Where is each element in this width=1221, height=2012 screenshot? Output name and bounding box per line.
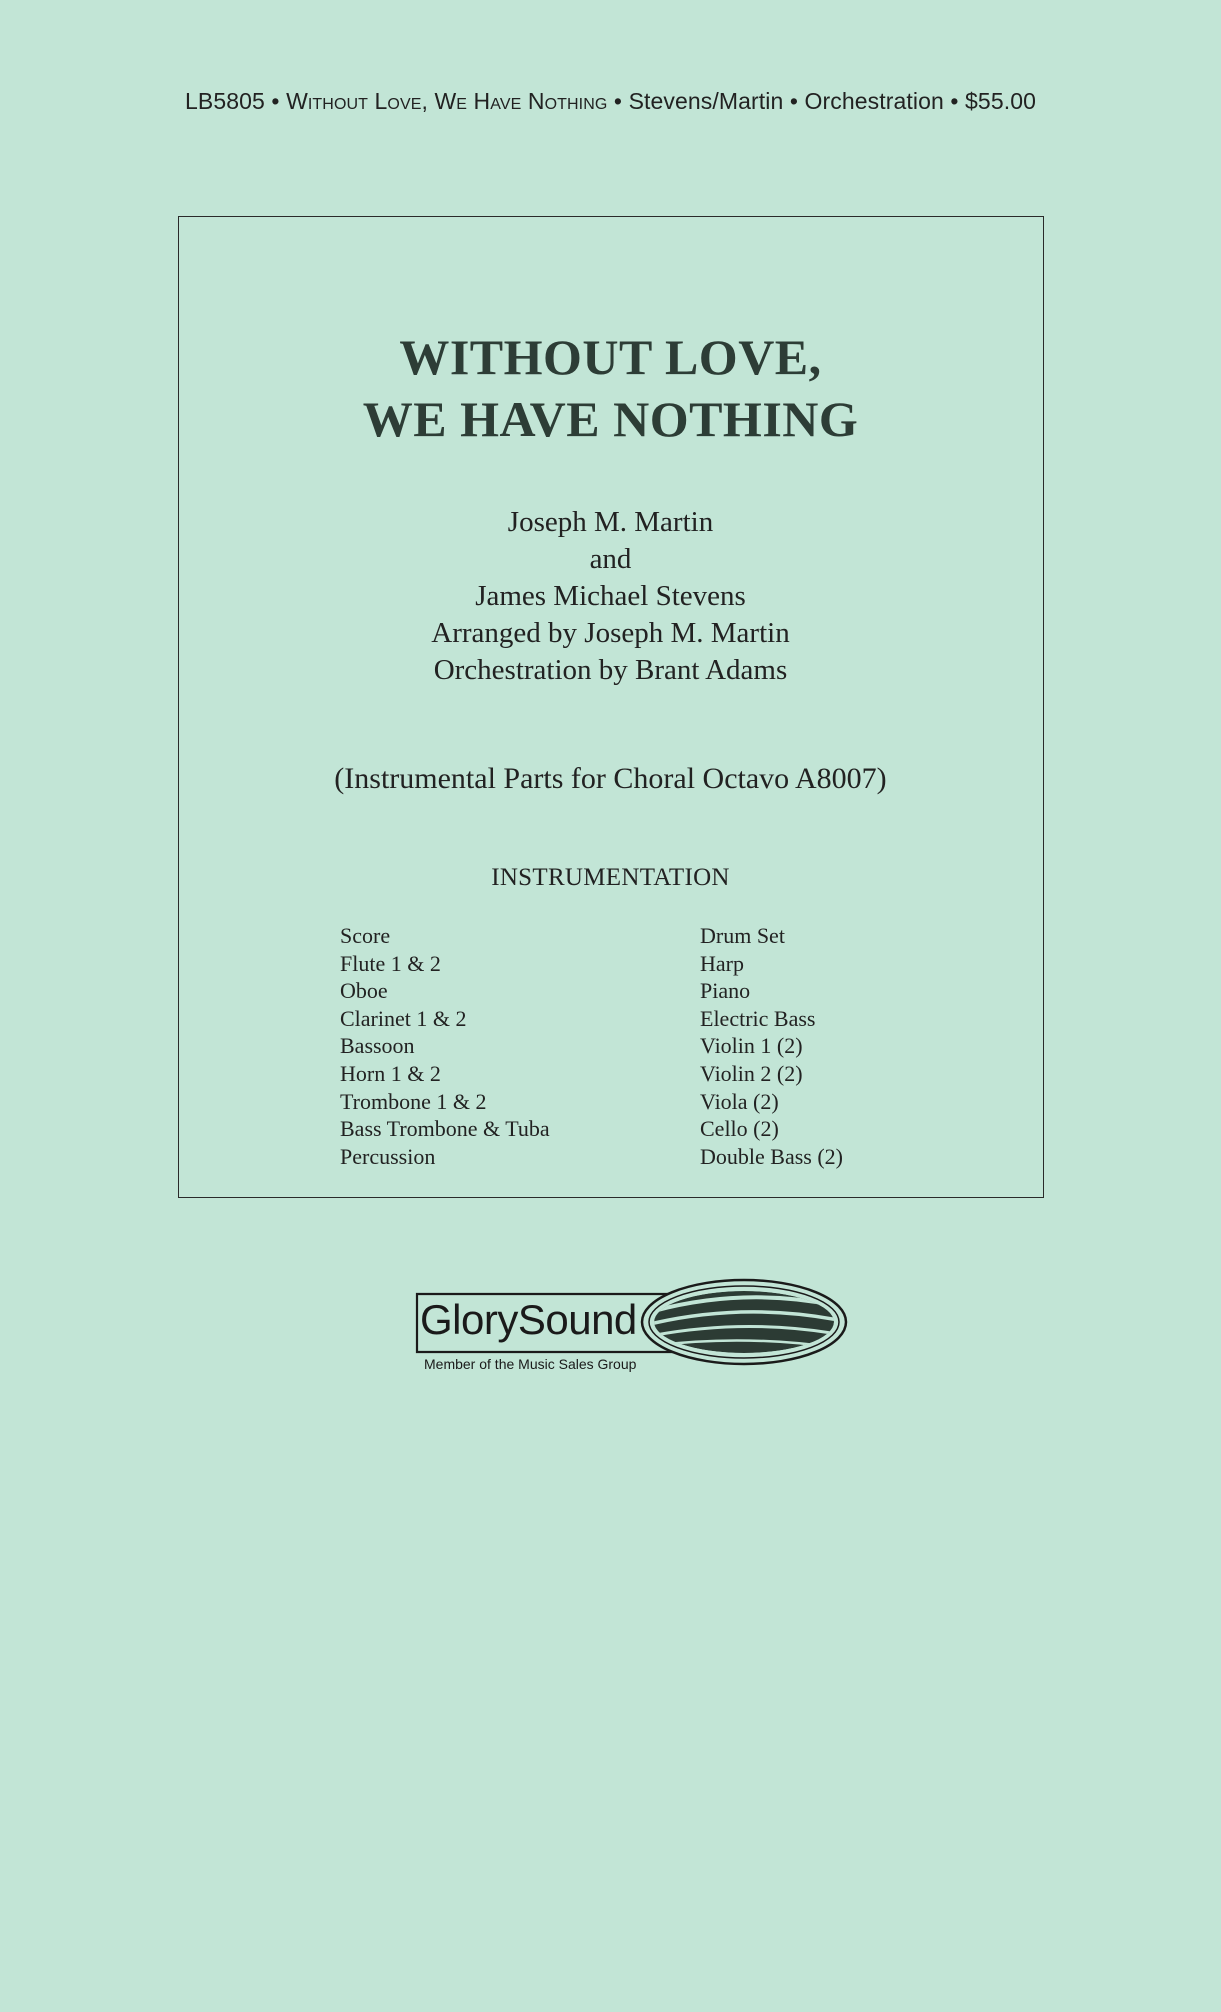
instrument-item: Violin 1 (2) (700, 1033, 803, 1059)
instrument-item: Bassoon (340, 1033, 415, 1059)
header-title: Without Love, We Have Nothing (286, 88, 608, 114)
instrument-item: Flute 1 & 2 (340, 950, 441, 976)
credit-line: Orchestration by Brant Adams (433, 654, 788, 686)
credits (0, 504, 1221, 689)
credit-line: James Michael Stevens (475, 580, 746, 612)
header-composers: Stevens/Martin (628, 88, 784, 114)
price: $55.00 (965, 88, 1036, 114)
separator: • (613, 88, 623, 114)
instrument-item: Drum Set (700, 923, 785, 948)
separator: • (950, 88, 959, 114)
instrument-list-right (700, 922, 843, 1170)
instrument-item: Trombone 1 & 2 (340, 1088, 487, 1114)
credit-line: Joseph M. Martin (507, 506, 714, 538)
instrument-item: Horn 1 & 2 (340, 1060, 441, 1086)
credit-line: and (589, 543, 632, 575)
header-line (0, 88, 1221, 115)
instrument-item: Percussion (340, 1143, 436, 1169)
instrument-item: Bass Trombone & Tuba (340, 1116, 550, 1142)
logo-name: GlorySound (420, 1296, 637, 1343)
title-line-1: WITHOUT LOVE, (399, 329, 822, 385)
instrument-item: Score (340, 923, 391, 948)
instrument-item: Cello (2) (700, 1116, 779, 1142)
instrument-item: Violin 2 (2) (700, 1060, 803, 1086)
instrument-item: Harp (700, 950, 744, 976)
instrument-item: Piano (700, 978, 751, 1004)
catalog-number: LB5805 (185, 88, 265, 114)
instrument-item: Viola (2) (700, 1088, 779, 1114)
credit-line: Arranged by Joseph M. Martin (431, 617, 790, 649)
page-title (0, 326, 1221, 450)
instrument-item: Double Bass (2) (700, 1143, 843, 1169)
instrumentation-heading: INSTRUMENTATION (491, 864, 730, 891)
logo-tagline: Member of the Music Sales Group (424, 1356, 637, 1372)
separator: • (789, 88, 799, 114)
glorysound-logo (414, 1276, 850, 1376)
header-edition: Orchestration (804, 88, 944, 114)
instrument-item: Clarinet 1 & 2 (340, 1005, 467, 1031)
octavo-note: (Instrumental Parts for Choral Octavo A8007) (334, 762, 887, 795)
instrument-list-left (340, 922, 550, 1170)
title-line-2: WE HAVE NOTHING (362, 391, 859, 447)
separator: • (271, 88, 280, 114)
instrument-item: Oboe (340, 978, 388, 1004)
instrument-item: Electric Bass (700, 1005, 816, 1031)
